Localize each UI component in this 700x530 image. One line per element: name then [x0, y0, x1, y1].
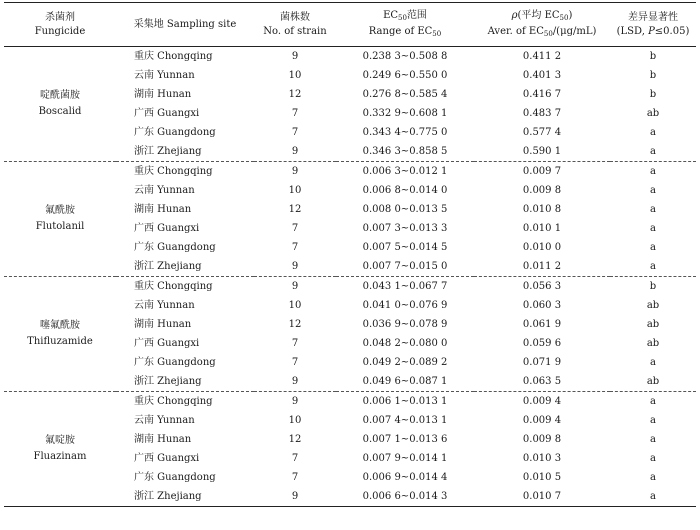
strain-count-cell: 10: [288, 415, 302, 426]
ec50-average-cell: 0.401 3: [522, 70, 562, 81]
fungicide-cell: [4, 392, 116, 507]
site-cell: 广东 Guangdong: [134, 242, 216, 253]
ec50-range-cell: 0.006 3~0.012 1: [362, 166, 448, 177]
header-sig-en-suffix: ≤0.05): [654, 25, 690, 37]
ec50-average-cell: 0.411 2: [522, 51, 562, 62]
strain-count-cell: 9: [254, 142, 336, 162]
strain-count-cell: 9: [254, 487, 336, 507]
header-sig-en-p: P: [648, 25, 655, 37]
header-aver-cn-suffix: ): [568, 9, 573, 21]
header-strains-en: No. of strain: [263, 25, 327, 37]
ec50-average-cell: 0.063 5: [474, 372, 610, 392]
site-cell: 云南 Yunnan: [134, 300, 195, 311]
ec50-average-cell: 0.009 4: [522, 415, 562, 426]
strain-count-cell: 10: [288, 70, 302, 81]
site-cell: 云南 Yunnan: [134, 70, 195, 81]
significance-cell: ab: [646, 338, 660, 349]
significance-cell: a: [610, 142, 696, 162]
ec50-average-cell: 0.590 1: [474, 142, 610, 162]
fungicide-name-en: Fluazinam: [33, 451, 87, 462]
strain-count-cell: 12: [288, 204, 302, 215]
site-cell: 广东 Guangdong: [134, 357, 216, 368]
significance-cell: b: [649, 51, 657, 62]
ec50-average-cell: 0.009 4: [522, 396, 562, 407]
ec50-range-cell: 0.006 1~0.013 1: [362, 396, 448, 407]
ec50-average-cell: 0.010 0: [522, 242, 562, 253]
strain-count-cell: 9: [291, 396, 299, 407]
ec50-range-cell: 0.043 1~0.067 7: [362, 281, 448, 292]
header-sig-en-prefix: (LSD,: [616, 25, 649, 37]
ec50-average-cell: 0.416 7: [522, 89, 562, 100]
ec50-average-cell: 0.010 1: [522, 223, 562, 234]
strain-count-cell: 7: [291, 223, 299, 234]
table-row: [4, 47, 696, 67]
header-aver-en-prefix: Aver. of EC: [487, 25, 544, 37]
significance-cell: a: [650, 166, 656, 177]
header-range-suffix: 范围: [406, 9, 427, 21]
fungicide-name-cn: 氟啶胺: [45, 435, 75, 446]
ec50-average-cell: 0.071 9: [522, 357, 562, 368]
header-aver-cn-sub: 50: [559, 13, 569, 22]
fungicide-name-en: Flutolanil: [35, 221, 85, 232]
table-body: [4, 47, 696, 507]
ec50-range-cell: 0.049 2~0.089 2: [362, 357, 448, 368]
strain-count-cell: 9: [254, 257, 336, 277]
strain-count-cell: 7: [291, 108, 299, 119]
header-strains: [254, 3, 336, 47]
fungicide-name-cn: 氟酰胺: [45, 205, 75, 216]
significance-cell: ab: [646, 319, 660, 330]
header-fungicide-en: Fungicide: [34, 25, 86, 37]
significance-cell: b: [649, 70, 657, 81]
site-cell: 重庆 Chongqing: [134, 51, 213, 62]
site-cell: 湖南 Hunan: [134, 89, 192, 100]
ec50-range-cell: 0.007 4~0.013 1: [362, 415, 448, 426]
significance-cell: a: [650, 472, 656, 483]
ec50-average-cell: 0.011 2: [474, 257, 610, 277]
site-cell: 湖南 Hunan: [134, 434, 192, 445]
strain-count-cell: 7: [291, 338, 299, 349]
ec50-average-cell: 0.059 6: [522, 338, 562, 349]
ec50-average-cell: 0.577 4: [522, 127, 562, 138]
header-aver-en-suffix: /(μg/mL): [552, 25, 597, 37]
strain-count-cell: 10: [288, 185, 302, 196]
site-cell: 重庆 Chongqing: [134, 396, 213, 407]
header-range-prefix: EC: [383, 9, 399, 21]
ec50-average-cell: 0.056 3: [522, 281, 562, 292]
ec50-range-cell: 0.276 8~0.585 4: [362, 89, 448, 100]
fungicide-name-cn: 啶酰菌胺: [40, 90, 80, 101]
significance-cell: a: [650, 434, 656, 445]
header-fungicide-cn: 杀菌剂: [45, 11, 75, 23]
site-cell: 云南 Yunnan: [134, 185, 195, 196]
fungicide-cell: [4, 277, 116, 392]
header-fungicide: [4, 3, 116, 47]
header-row: [4, 3, 696, 47]
ec50-average-cell: 0.010 5: [522, 472, 562, 483]
table-row: [4, 277, 696, 297]
site-cell: 广西 Guangxi: [134, 453, 200, 464]
site-cell: 浙江 Zhejiang: [116, 142, 254, 162]
ec50-range-cell: 0.048 2~0.080 0: [362, 338, 448, 349]
header-range-en-sub: 50: [432, 29, 442, 38]
ec50-range-cell: 0.007 5~0.014 5: [362, 242, 448, 253]
ec50-range-cell: 0.036 9~0.078 9: [362, 319, 448, 330]
site-cell: 广西 Guangxi: [134, 338, 200, 349]
strain-count-cell: 9: [291, 166, 299, 177]
ec50-range-cell: 0.008 0~0.013 5: [362, 204, 448, 215]
ec50-range-cell: 0.006 6~0.014 3: [336, 487, 474, 507]
ec50-range-cell: 0.049 6~0.087 1: [336, 372, 474, 392]
site-cell: 云南 Yunnan: [134, 415, 195, 426]
significance-cell: b: [649, 281, 657, 292]
significance-cell: ab: [610, 372, 696, 392]
ec50-range-cell: 0.006 8~0.014 0: [362, 185, 448, 196]
ec50-range-cell: 0.007 3~0.013 3: [362, 223, 448, 234]
header-strains-cn: 菌株数: [280, 11, 310, 23]
ec50-range-cell: 0.332 9~0.608 1: [362, 108, 448, 119]
fungicide-cell: [4, 47, 116, 162]
ec50-range-cell: 0.346 3~0.858 5: [336, 142, 474, 162]
header-significance: [610, 3, 696, 47]
site-cell: 广西 Guangxi: [134, 223, 200, 234]
significance-cell: a: [610, 487, 696, 507]
ec50-range-cell: 0.007 9~0.014 1: [362, 453, 448, 464]
site-cell: 广东 Guangdong: [134, 472, 216, 483]
header-aver: [474, 3, 610, 47]
site-cell: 广西 Guangxi: [134, 108, 200, 119]
significance-cell: a: [650, 242, 656, 253]
significance-cell: a: [650, 223, 656, 234]
header-site-label: 采集地 Sampling site: [133, 18, 237, 30]
significance-cell: a: [650, 185, 656, 196]
strain-count-cell: 7: [291, 453, 299, 464]
fungicide-name-en: Thifluzamide: [27, 336, 93, 347]
site-cell: 重庆 Chongqing: [134, 281, 213, 292]
strain-count-cell: 12: [288, 319, 302, 330]
site-cell: 浙江 Zhejiang: [116, 487, 254, 507]
significance-cell: a: [650, 127, 656, 138]
ec50-average-cell: 0.483 7: [522, 108, 562, 119]
fungicide-name-cn: 噻氟酰胺: [40, 320, 80, 331]
significance-cell: a: [650, 453, 656, 464]
strain-count-cell: 7: [291, 472, 299, 483]
header-aver-en-sub: 50: [543, 29, 553, 38]
significance-cell: ab: [646, 108, 660, 119]
ec50-average-cell: 0.010 8: [522, 204, 562, 215]
strain-count-cell: 7: [291, 127, 299, 138]
header-sig-cn: 差异显著性: [628, 11, 678, 23]
site-cell: 广东 Guangdong: [134, 127, 216, 138]
strain-count-cell: 9: [291, 51, 299, 62]
header-aver-rho: ρ: [511, 9, 518, 21]
ec50-range-cell: 0.343 4~0.775 0: [362, 127, 448, 138]
fungicide-name-en: Boscalid: [38, 106, 82, 117]
header-site: [116, 3, 254, 47]
significance-cell: b: [649, 89, 657, 100]
site-cell: 浙江 Zhejiang: [116, 257, 254, 277]
strain-count-cell: 9: [291, 281, 299, 292]
significance-cell: a: [650, 204, 656, 215]
significance-cell: a: [650, 415, 656, 426]
header-aver-cn-prefix: (平均 EC: [517, 9, 560, 21]
table-row: [4, 162, 696, 182]
fungicide-cell: [4, 162, 116, 277]
table-header: [4, 3, 696, 47]
header-range: [336, 3, 474, 47]
table-row: [4, 392, 696, 412]
significance-cell: a: [650, 396, 656, 407]
strain-count-cell: 12: [288, 89, 302, 100]
strain-count-cell: 7: [291, 357, 299, 368]
ec50-range-cell: 0.007 1~0.013 6: [362, 434, 448, 445]
sensitivity-table-container: [4, 2, 696, 507]
ec50-range-cell: 0.007 7~0.015 0: [336, 257, 474, 277]
site-cell: 重庆 Chongqing: [134, 166, 213, 177]
header-range-sub: 50: [398, 13, 407, 22]
ec50-average-cell: 0.009 8: [522, 185, 562, 196]
site-cell: 浙江 Zhejiang: [116, 372, 254, 392]
ec50-average-cell: 0.010 3: [522, 453, 562, 464]
site-cell: 湖南 Hunan: [134, 319, 192, 330]
ec50-average-cell: 0.061 9: [522, 319, 562, 330]
strain-count-cell: 10: [288, 300, 302, 311]
significance-cell: ab: [646, 300, 660, 311]
ec50-range-cell: 0.041 0~0.076 9: [362, 300, 448, 311]
sensitivity-table: [4, 2, 696, 507]
header-range-en-prefix: Range of EC: [368, 25, 433, 37]
ec50-average-cell: 0.060 3: [522, 300, 562, 311]
significance-cell: a: [650, 357, 656, 368]
ec50-average-cell: 0.010 7: [474, 487, 610, 507]
ec50-average-cell: 0.009 8: [522, 434, 562, 445]
ec50-range-cell: 0.249 6~0.550 0: [362, 70, 448, 81]
site-cell: 湖南 Hunan: [134, 204, 192, 215]
strain-count-cell: 12: [288, 434, 302, 445]
strain-count-cell: 7: [291, 242, 299, 253]
ec50-average-cell: 0.009 7: [522, 166, 562, 177]
ec50-range-cell: 0.006 9~0.014 4: [362, 472, 448, 483]
significance-cell: a: [610, 257, 696, 277]
ec50-range-cell: 0.238 3~0.508 8: [362, 51, 448, 62]
strain-count-cell: 9: [254, 372, 336, 392]
